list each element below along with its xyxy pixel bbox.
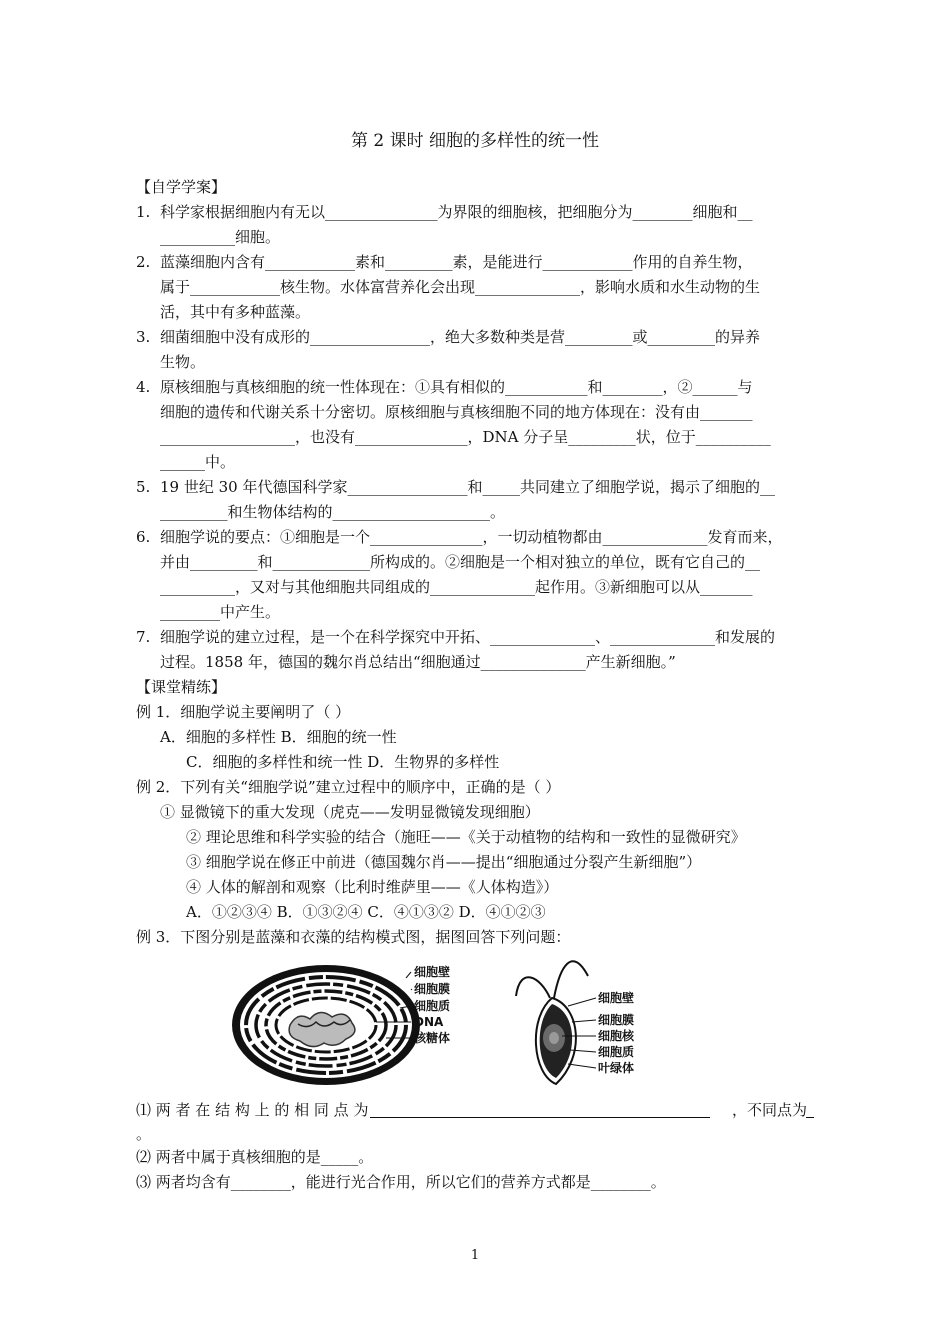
q4-line1: 原核细胞与真核细胞的统一性体现在：①具有相似的___________和________，②______与 (160, 378, 753, 396)
fig1-label-3: 细胞质 (414, 999, 451, 1013)
q4-line2: 细胞的遗传和代谢关系十分密切。原核细胞与真核细胞不同的地方体现在：没有由_______ (160, 403, 753, 421)
q6-number: 6. (136, 528, 151, 546)
q1-line1: 科学家根据细胞内有无以_______________为界限的细胞核，把细胞分为________细胞和__ (160, 203, 753, 221)
q3-number: 3. (136, 328, 151, 346)
ex3-q1-answer-blank (370, 1117, 710, 1118)
q6-line3: __________，又对与其他细胞共同组成的______________起作用。③新细胞可以从_______ (160, 578, 753, 596)
q2-line3: 活，其中有多种蓝藻。 (160, 303, 311, 321)
ex3-q1-mid: ，不同点为 (732, 1101, 808, 1119)
q5-number: 5. (136, 478, 151, 496)
q2-line2: 属于____________核生物。水体富营养化会出现______________，影响水质和水生动物的生 (160, 278, 761, 296)
section-self-study: 【自学学案】 (136, 178, 227, 196)
chlamydomonas-cell (536, 998, 576, 1084)
q1-number: 1. (136, 203, 151, 221)
q6-line2: 并由_________和_____________所构成的。②细胞是一个相对独立的单位，既有它自己的__ (160, 553, 761, 571)
chlamydomonas-diagram (510, 946, 670, 1091)
fig2-label-4: 细胞质 (598, 1045, 635, 1059)
q3-line1: 细菌细胞中没有成形的________________，绝大多数种类是营_________或_________的异养 (160, 328, 761, 346)
ex3-q3: ⑶ 两者均含有________，能进行光合作用，所以它们的营养方式都是________。 (136, 1173, 666, 1191)
ex2-stem: 例 2．下列有关“细胞学说”建立过程中的顺序中，正确的是（ ） (136, 778, 561, 796)
fig1-label-2: 细胞膜 (414, 982, 451, 996)
ex1-stem: 例 1．细胞学说主要阐明了（ ） (136, 703, 351, 721)
ex1-options-cd: C．细胞的多样性和统一性 D．生物界的多样性 (186, 753, 500, 771)
page-title: 第 2 课时 细胞的多样性的统一性 (350, 131, 600, 151)
ex3-stem: 例 3．下图分别是蓝藻和衣藻的结构模式图，据图回答下列问题： (136, 928, 571, 946)
ex2-statement-3: ③ 细胞学说在修正中前进（德国魏尔肖——提出“细胞通过分裂产生新细胞”） (186, 853, 702, 871)
fig2-label-5: 叶绿体 (598, 1061, 635, 1075)
ex2-statement-4: ④ 人体的解剖和观察（比利时维萨里——《人体构造》） (186, 878, 559, 896)
ex1-options-ab: A．细胞的多样性 B．细胞的统一性 (160, 728, 397, 746)
ex2-statement-1: ① 显微镜下的重大发现（虎克——发明显微镜发现细胞） (160, 803, 540, 821)
fig1-label-5: 核糖体 (414, 1031, 451, 1045)
ex2-statement-2: ② 理论思维和科学实验的结合（施旺——《关于动植物的结构和一致性的显微研究》 (186, 828, 746, 846)
cyanobacteria-diagram (228, 958, 478, 1093)
section-practice: 【课堂精练】 (136, 678, 227, 696)
ex3-q1-line1: ⑴ 两 者 在 结 构 上 的 相 同 点 为 (136, 1101, 369, 1119)
chlamydomonas-flagella (516, 961, 588, 998)
q5-line1: 19 世纪 30 年代德国科学家________________和_____共同建立了细胞学说，揭示了细胞的__ (160, 478, 775, 496)
q7-number: 7. (136, 628, 151, 646)
ex3-q1-end-blank (806, 1117, 814, 1118)
ex2-options: A．①②③④ B．①③②④ C．④①③② D．④①②③ (186, 903, 546, 921)
q4-line4: ______中。 (160, 453, 236, 471)
fig2-label-2: 细胞膜 (598, 1013, 635, 1027)
fig1-label-1: 细胞壁 (414, 965, 451, 979)
q4-number: 4. (136, 378, 151, 396)
q5-line2: _________和生物体结构的_____________________。 (160, 503, 506, 521)
q6-line4: ________中产生。 (160, 603, 281, 621)
fig2-label-1: 细胞壁 (598, 991, 635, 1005)
fig1-label-4: DNA (414, 1015, 444, 1029)
q3-line2: 生物。 (160, 353, 206, 371)
q2-line1: 蓝藻细胞内含有____________素和_________素，是能进行____________作用的自养生物， (160, 253, 753, 271)
ex3-q2: ⑵ 两者中属于真核细胞的是_____。 (136, 1148, 374, 1166)
q7-line2: 过程。1858 年，德国的魏尔肖总结出“细胞通过______________产生新细胞。” (160, 653, 676, 671)
q6-line1: 细胞学说的要点：①细胞是一个_______________，一切动植物都由______________发育而来， (160, 528, 783, 546)
q2-number: 2. (136, 253, 151, 271)
q7-line1: 细胞学说的建立过程，是一个在科学探究中开拓、______________、______________和发展的 (160, 628, 776, 646)
q4-line3: __________________，也没有_______________，DNA 分子呈_________状，位于__________ (160, 428, 771, 446)
cyanobacteria-cell (232, 965, 420, 1085)
ex3-q1-line2: 。 (136, 1125, 152, 1143)
q1-line2: __________细胞。 (160, 228, 281, 246)
page-number: 1 (470, 1248, 480, 1263)
fig2-label-3: 细胞核 (598, 1029, 635, 1043)
